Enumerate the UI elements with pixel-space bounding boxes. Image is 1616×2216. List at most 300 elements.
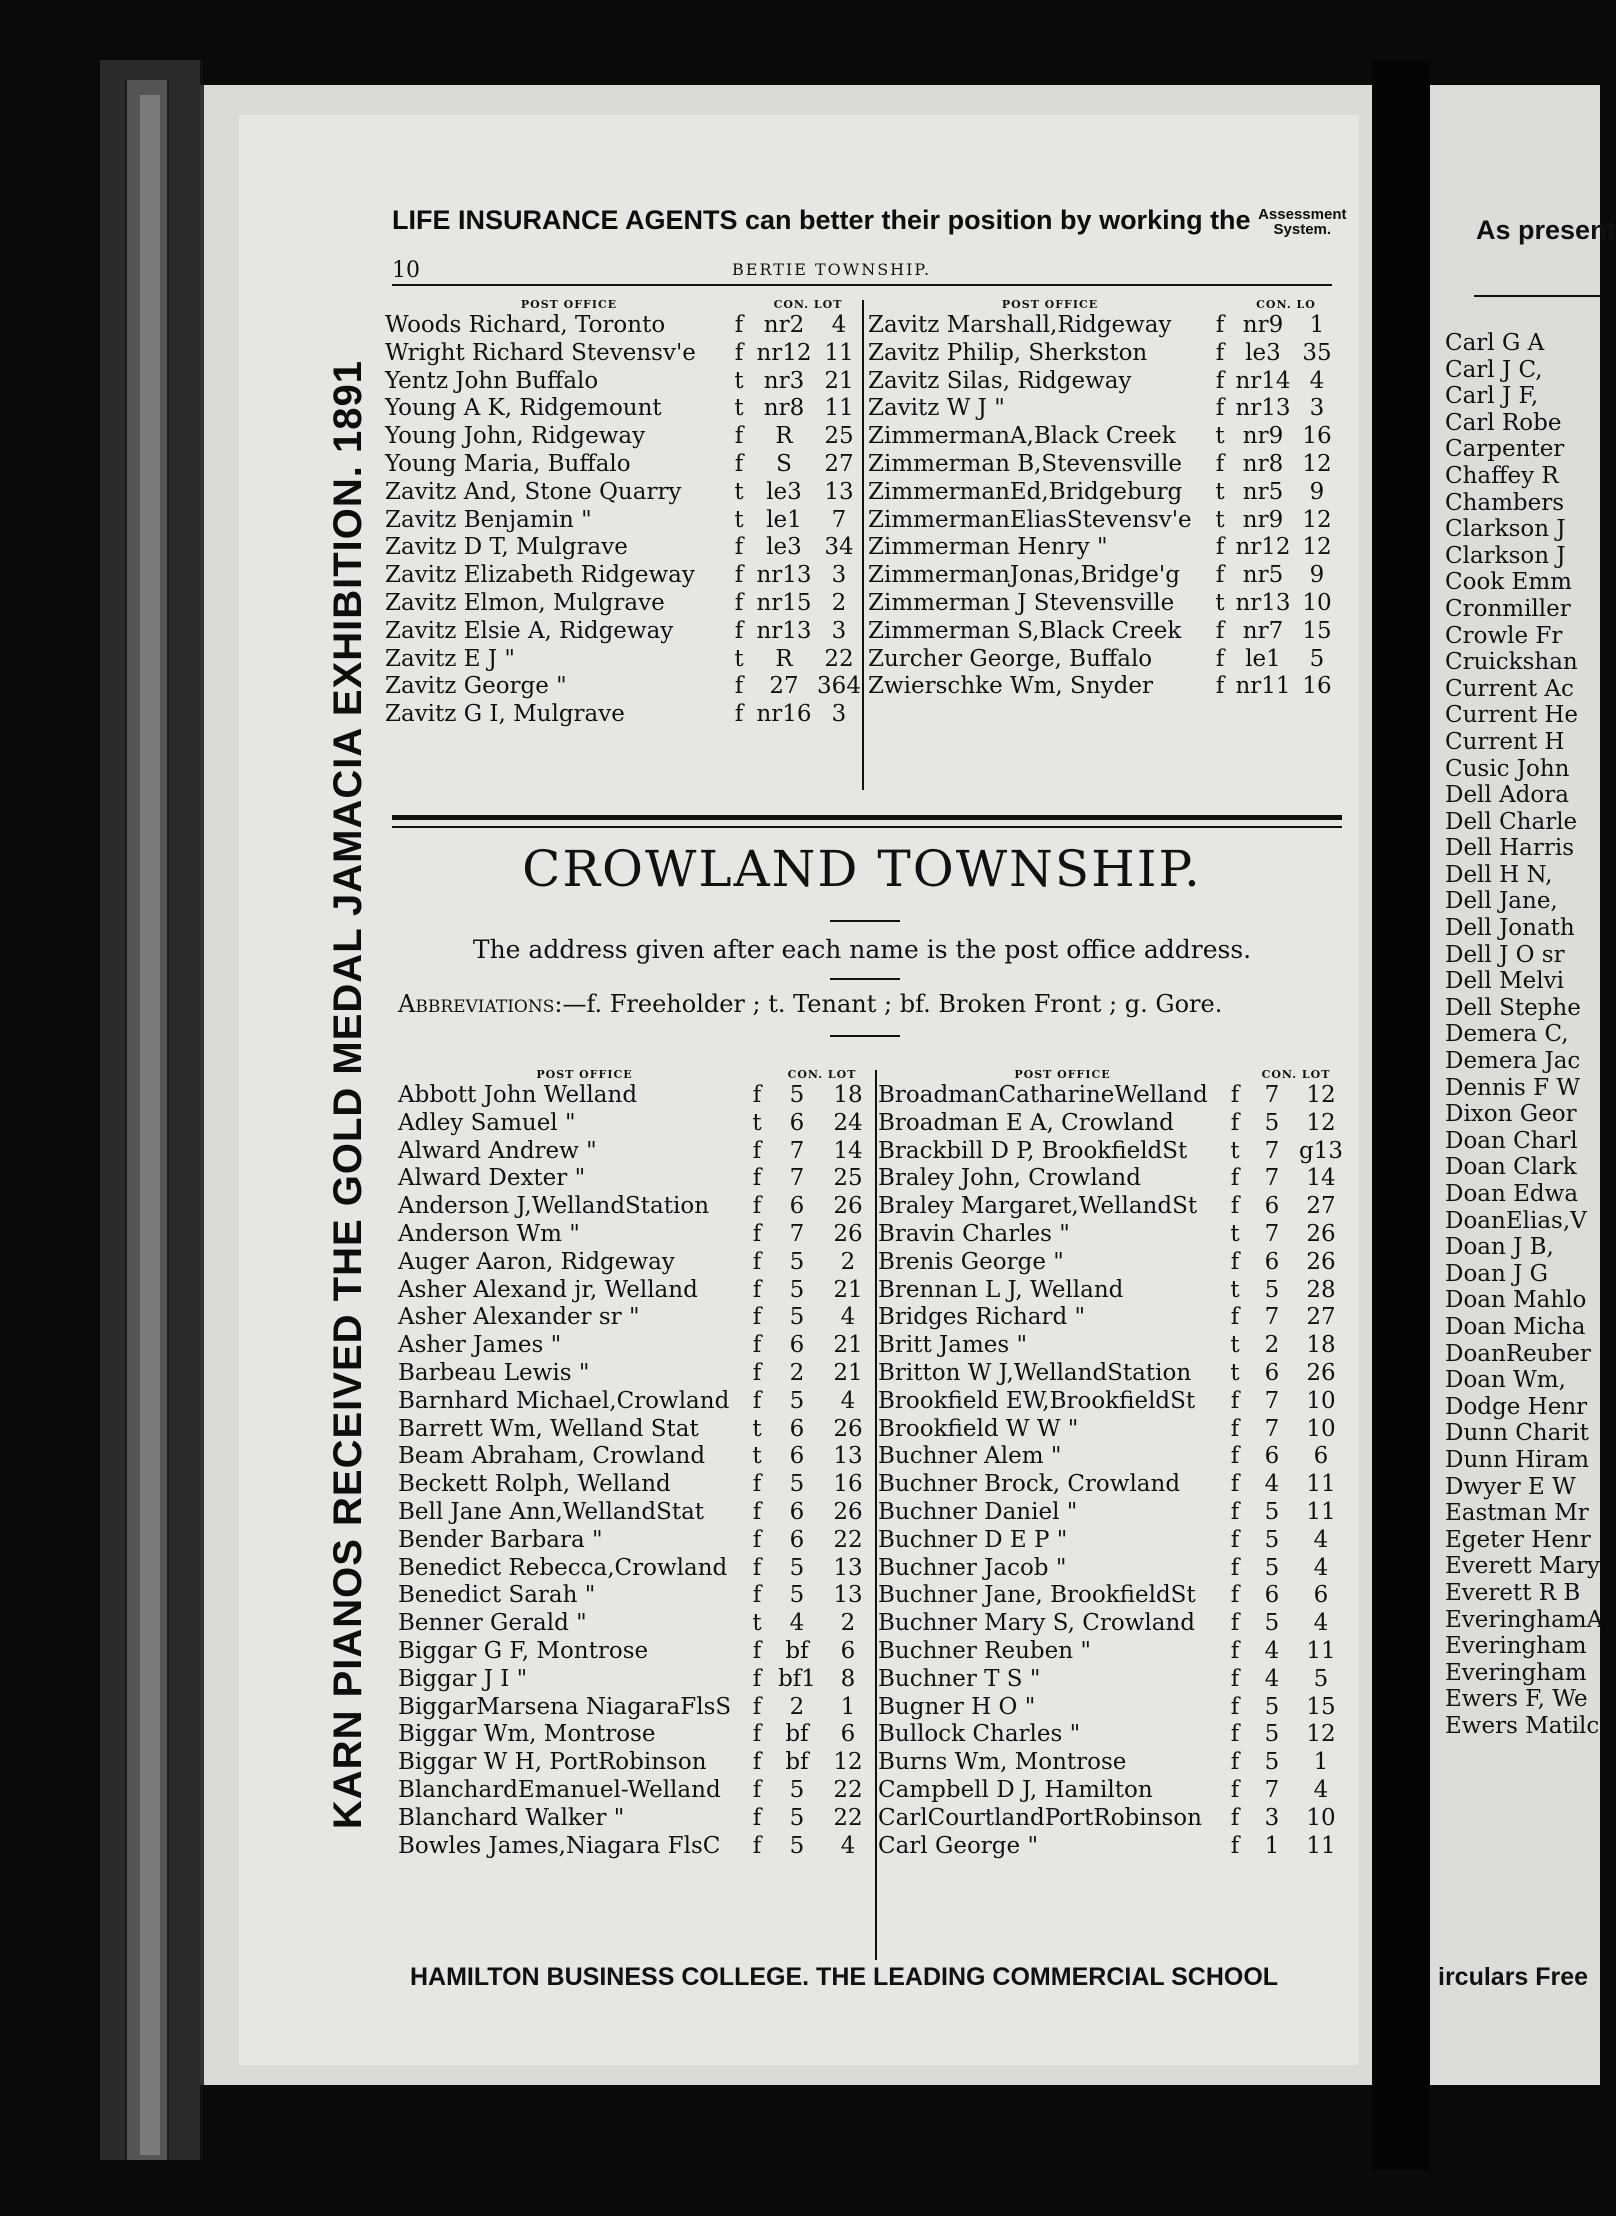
entry-concession: 2 [789, 1693, 805, 1720]
right-page-entry: Doan J B, [1445, 1234, 1554, 1261]
entry-tenure: f [752, 1637, 762, 1664]
bertie-left-column [385, 298, 865, 729]
entry-tenure: f [1215, 673, 1225, 700]
entry-tenure: f [1230, 1443, 1240, 1470]
entry-concession: nr13 [1235, 395, 1291, 422]
entry-name: Adley Samuel " [398, 1109, 576, 1136]
right-page-entry: Demera C, [1445, 1021, 1569, 1048]
entry-lot: 22 [824, 645, 854, 672]
entry-name: Young John, Ridgeway [385, 423, 646, 450]
con-lot-header: CON. LOT [773, 298, 843, 311]
entry-concession: nr5 [1242, 562, 1284, 589]
entry-tenure: f [1230, 1665, 1240, 1692]
entry-lot: 21 [833, 1332, 863, 1359]
right-page-header: As present [1476, 215, 1616, 245]
entry-name: Zavitz Elizabeth Ridgeway [385, 562, 695, 589]
entry-name: Zavitz D T, Mulgrave [385, 534, 628, 561]
entry-name: Brackbill D P, BrookfieldSt [878, 1137, 1188, 1164]
right-page-entry: Dell J O sr [1445, 941, 1565, 968]
entry-name: ZimmermanEliasStevensv'e [868, 506, 1192, 533]
entry-name: Zavitz George " [385, 673, 567, 700]
entry-lot: 4 [1313, 1610, 1329, 1637]
entry-concession: nr13 [756, 562, 812, 589]
entry-concession: 5 [789, 1248, 805, 1275]
page-title: BERTIE TOWNSHIP. [732, 260, 932, 279]
entry-concession: 7 [1264, 1082, 1280, 1108]
entry-name: Zavitz W J " [868, 395, 1005, 422]
entry-concession: 6 [1264, 1582, 1280, 1609]
entry-tenure: f [1215, 339, 1225, 366]
entry-name: Bell Jane Ann,WellandStat [398, 1498, 705, 1525]
entry-concession: 5 [789, 1776, 805, 1803]
entry-name: Bravin Charles " [878, 1220, 1070, 1247]
entry-lot: 13 [833, 1443, 863, 1470]
entry-tenure: t [752, 1415, 762, 1442]
right-page-entry: Crowle Fr [1445, 622, 1563, 649]
entry-lot: 16 [1302, 423, 1332, 450]
crowland-right-column [878, 1068, 1348, 1860]
entry-lot: 11 [824, 395, 854, 422]
entry-tenure: t [1215, 478, 1225, 505]
post-office-header: POST OFFICE [536, 1068, 633, 1081]
right-page-entry: Everett R B [1445, 1579, 1581, 1606]
right-page-entry: Dunn Charit [1445, 1420, 1589, 1447]
right-page-name-list [1445, 330, 1603, 1739]
entry-lot: 10 [1306, 1387, 1336, 1414]
directory-entry [868, 395, 1343, 423]
entry-concession: 6 [789, 1498, 805, 1525]
abbreviations-line [398, 990, 1338, 1018]
right-page-entry: Carl Robe [1445, 409, 1562, 436]
entry-concession: bf [785, 1637, 809, 1664]
entry-name: BroadmanCatharineWelland [878, 1082, 1208, 1108]
right-page-entry: Dell Adora [1445, 782, 1569, 809]
entry-concession: 4 [1264, 1637, 1280, 1664]
book-spine-highlight [140, 95, 160, 2155]
entry-lot: 4 [840, 1387, 856, 1414]
directory-entry [868, 479, 1343, 507]
entry-concession: nr7 [1242, 617, 1284, 644]
page-header [392, 256, 1332, 286]
top-advert-small [1258, 207, 1346, 237]
entry-concession: 7 [1264, 1304, 1280, 1331]
directory-entry [878, 1694, 1348, 1722]
entry-name: Zavitz E J " [385, 645, 515, 672]
entry-concession: 7 [1264, 1220, 1280, 1247]
entry-tenure: f [1230, 1554, 1240, 1581]
directory-entry [878, 1360, 1348, 1388]
entry-name: Braley Margaret,WellandSt [878, 1193, 1198, 1220]
directory-entry [878, 1610, 1348, 1638]
entry-name: Biggar J I " [398, 1665, 528, 1692]
directory-entry [398, 1805, 878, 1833]
directory-entry [398, 1165, 878, 1193]
column-header [878, 1068, 1348, 1082]
directory-entry [878, 1388, 1348, 1416]
directory-entry [385, 618, 865, 646]
bertie-right-column [868, 298, 1343, 701]
entry-concession: nr15 [756, 589, 812, 616]
directory-entry [868, 340, 1343, 368]
entry-concession: 5 [789, 1276, 805, 1303]
entry-name: Zavitz Elsie A, Ridgeway [385, 617, 674, 644]
directory-entry [398, 1082, 878, 1110]
entry-concession: 5 [789, 1082, 805, 1108]
right-page-entry: Dunn Hiram [1445, 1446, 1590, 1473]
right-page-entry: Current He [1445, 702, 1579, 729]
directory-entry [398, 1499, 878, 1527]
entry-name: Young Maria, Buffalo [385, 450, 631, 477]
entry-name: Yentz John Buffalo [385, 367, 599, 394]
directory-entry [868, 423, 1343, 451]
right-page-entry: Doan J G [1445, 1260, 1549, 1287]
entry-lot: 26 [1306, 1359, 1336, 1386]
directory-entry [878, 1277, 1348, 1305]
column-header [868, 298, 1343, 312]
entry-lot: 3 [831, 617, 847, 644]
entry-lot: 16 [1302, 673, 1332, 700]
entry-lot: 4 [1313, 1554, 1329, 1581]
right-page-entry: Chambers [1445, 489, 1565, 516]
entry-lot: 1 [840, 1693, 856, 1720]
entry-lot: 4 [1313, 1776, 1329, 1803]
entry-concession: R [775, 423, 793, 450]
entry-name: Bender Barbara " [398, 1526, 603, 1553]
entry-concession: nr13 [1235, 589, 1291, 616]
entry-lot: 1 [1313, 1749, 1329, 1776]
directory-entry [385, 312, 865, 340]
entry-concession: 27 [769, 673, 799, 700]
entry-concession: 5 [1264, 1276, 1280, 1303]
directory-entry [398, 1360, 878, 1388]
entry-concession: nr12 [1235, 534, 1291, 561]
entry-concession: 5 [789, 1582, 805, 1609]
entry-lot: 22 [833, 1804, 863, 1831]
entry-tenure: f [1230, 1387, 1240, 1414]
entry-concession: 5 [789, 1554, 805, 1581]
entry-tenure: f [752, 1276, 762, 1303]
entry-lot: 27 [1306, 1193, 1336, 1220]
entry-lot: 8 [840, 1665, 856, 1692]
entry-tenure: t [1230, 1137, 1240, 1164]
directory-entry [878, 1138, 1348, 1166]
directory-entry [878, 1638, 1348, 1666]
entry-name: Brennan L J, Welland [878, 1276, 1124, 1303]
entry-tenure: f [752, 1554, 762, 1581]
entry-name: Anderson J,WellandStation [398, 1193, 710, 1220]
entry-concession: 6 [789, 1443, 805, 1470]
entry-concession: nr8 [1242, 450, 1284, 477]
entry-name: Benner Gerald " [398, 1610, 587, 1637]
entry-concession: nr9 [1242, 312, 1284, 338]
entry-name: BlanchardEmanuel-Welland [398, 1776, 721, 1803]
directory-entry [878, 1721, 1348, 1749]
entry-concession: S [776, 450, 792, 477]
directory-entry [398, 1471, 878, 1499]
crowland-column-rule [875, 1070, 877, 1960]
entry-lot: 3 [831, 562, 847, 589]
directory-entry [878, 1165, 1348, 1193]
entry-tenure: f [752, 1137, 762, 1164]
entry-name: Zimmerman B,Stevensville [868, 450, 1182, 477]
entry-name: Brookfield EW,BrookfieldSt [878, 1387, 1196, 1414]
entry-name: Burns Wm, Montrose [878, 1749, 1127, 1776]
entry-name: Alward Andrew " [398, 1137, 597, 1164]
entry-lot: 7 [831, 506, 847, 533]
right-page-entry: Dixon Geor [1445, 1101, 1577, 1128]
entry-name: Campbell D J, Hamilton [878, 1776, 1153, 1803]
entry-name: Wright Richard Stevensv'e [385, 339, 696, 366]
entry-name: Buchner Jacob " [878, 1554, 1067, 1581]
entry-tenure: t [752, 1610, 762, 1637]
entry-name: Bridges Richard " [878, 1304, 1086, 1331]
entry-lot: 12 [1302, 450, 1332, 477]
entry-lot: 16 [833, 1471, 863, 1498]
directory-entry [398, 1332, 878, 1360]
entry-lot: 13 [824, 478, 854, 505]
directory-entry [868, 507, 1343, 535]
right-page-entry: Doan Charl [1445, 1127, 1578, 1154]
entry-lot: 28 [1306, 1276, 1336, 1303]
entry-name: BiggarMarsena NiagaraFlsS [398, 1693, 732, 1720]
entry-tenure: f [734, 450, 744, 477]
entry-tenure: f [752, 1165, 762, 1192]
directory-entry [385, 479, 865, 507]
directory-entry [398, 1555, 878, 1583]
entry-name: Asher Alexand jr, Welland [398, 1276, 698, 1303]
entry-name: Anderson Wm " [398, 1220, 580, 1247]
entry-tenure: f [1230, 1498, 1240, 1525]
entry-name: Brenis George " [878, 1248, 1064, 1275]
entry-name: Beam Abraham, Crowland [398, 1443, 706, 1470]
entry-name: Broadman E A, Crowland [878, 1109, 1174, 1136]
right-page-entry: Doan Mahlo [1445, 1287, 1587, 1314]
entry-tenure: f [1230, 1749, 1240, 1776]
entry-name: CarlCourtlandPortRobinson [878, 1804, 1202, 1831]
directory-entry [398, 1110, 878, 1138]
entry-concession: 6 [1264, 1359, 1280, 1386]
directory-entry [878, 1805, 1348, 1833]
entry-tenure: f [752, 1721, 762, 1748]
entry-tenure: f [1230, 1610, 1240, 1637]
subtitle-underline [830, 978, 900, 980]
entry-concession: nr9 [1242, 423, 1284, 450]
entry-concession: nr12 [756, 339, 812, 366]
entry-concession: 7 [789, 1137, 805, 1164]
entry-tenure: f [1215, 450, 1225, 477]
entry-concession: nr14 [1235, 367, 1291, 394]
entry-name: Zavitz Elmon, Mulgrave [385, 589, 665, 616]
entry-concession: 7 [789, 1165, 805, 1192]
entry-lot: 15 [1306, 1693, 1336, 1720]
bertie-column-rule [862, 300, 864, 790]
entry-tenure: f [734, 673, 744, 700]
entry-tenure: f [1215, 534, 1225, 561]
directory-entry [398, 1582, 878, 1610]
entry-tenure: f [752, 1498, 762, 1525]
directory-entry [878, 1749, 1348, 1777]
entry-lot: 12 [1302, 534, 1332, 561]
right-page-entry: Current Ac [1445, 675, 1574, 702]
right-page-entry: Dennis F W [1445, 1074, 1581, 1101]
entry-name: Asher James " [398, 1332, 562, 1359]
entry-lot: 3 [1309, 395, 1325, 422]
entry-concession: 2 [789, 1359, 805, 1386]
right-page-entry: Cruickshan [1445, 649, 1578, 676]
entry-tenure: t [734, 478, 744, 505]
entry-tenure: f [734, 562, 744, 589]
entry-concession: 5 [1264, 1109, 1280, 1136]
entry-concession: nr16 [756, 701, 812, 728]
entry-lot: 11 [1306, 1471, 1336, 1498]
abbreviations-underline [830, 1035, 900, 1037]
entry-tenure: f [1230, 1693, 1240, 1720]
entry-concession: bf1 [778, 1665, 816, 1692]
entry-name: Benedict Sarah " [398, 1582, 596, 1609]
entry-tenure: f [1215, 645, 1225, 672]
directory-entry [398, 1388, 878, 1416]
entry-lot: 1 [1309, 312, 1325, 338]
directory-entry [398, 1527, 878, 1555]
right-page-entry: Dell Jonath [1445, 915, 1575, 942]
entry-tenure: t [734, 395, 744, 422]
entry-name: Buchner Jane, BrookfieldSt [878, 1582, 1196, 1609]
entry-concession: 6 [1264, 1248, 1280, 1275]
entry-concession: le3 [1245, 339, 1281, 366]
entry-lot: 4 [840, 1832, 856, 1859]
con-lot-header: CON. LO [1256, 298, 1316, 311]
directory-entry [398, 1694, 878, 1722]
entry-lot: 18 [833, 1082, 863, 1108]
directory-entry [878, 1777, 1348, 1805]
entry-tenure: t [752, 1443, 762, 1470]
entry-tenure: f [1230, 1165, 1240, 1192]
directory-entry [878, 1332, 1348, 1360]
entry-concession: 5 [789, 1471, 805, 1498]
entry-lot: 4 [1309, 367, 1325, 394]
entry-lot: 2 [831, 589, 847, 616]
directory-entry [878, 1833, 1348, 1861]
directory-entry [868, 534, 1343, 562]
right-page-entry: Dell Melvi [1445, 968, 1564, 995]
right-page-entry: Carl G A [1445, 330, 1545, 356]
entry-lot: 13 [833, 1582, 863, 1609]
directory-entry [398, 1721, 878, 1749]
post-office-header: POST OFFICE [520, 298, 618, 311]
entry-tenure: f [1230, 1415, 1240, 1442]
con-lot-header: CON. LOT [787, 1068, 857, 1081]
directory-entry [385, 423, 865, 451]
entry-tenure: f [1230, 1248, 1240, 1275]
abbreviations-text: —f. Freeholder ; t. Tenant ; bf. Broken Front ; g. Gore. [562, 990, 1223, 1018]
directory-entry [398, 1443, 878, 1471]
entry-lot: 5 [1313, 1665, 1329, 1692]
entry-lot: 9 [1309, 478, 1325, 505]
entry-lot: 2 [840, 1248, 856, 1275]
entry-tenure: f [752, 1471, 762, 1498]
entry-lot: 4 [840, 1304, 856, 1331]
directory-entry [398, 1610, 878, 1638]
directory-entry [385, 562, 865, 590]
directory-entry [868, 673, 1343, 701]
entry-tenure: f [752, 1387, 762, 1414]
right-page-footer: irculars Free [1438, 1963, 1589, 1991]
right-page-entry: DoanElias,V [1445, 1207, 1587, 1234]
right-page-entry: Dell H N, [1445, 861, 1553, 888]
entry-name: Beckett Rolph, Welland [398, 1471, 671, 1498]
right-page-entry: DoanReuber [1445, 1340, 1591, 1367]
entry-tenure: t [734, 367, 744, 394]
entry-concession: nr8 [763, 395, 805, 422]
directory-entry [868, 590, 1343, 618]
directory-entry [398, 1249, 878, 1277]
entry-concession: nr9 [1242, 506, 1284, 533]
entry-name: Barnhard Michael,Crowland [398, 1387, 730, 1414]
right-page-entry: Dell Charle [1445, 808, 1578, 835]
entry-name: Braley John, Crowland [878, 1165, 1141, 1192]
entry-lot: 26 [833, 1498, 863, 1525]
entry-concession: 7 [1264, 1776, 1280, 1803]
entry-name: Britt James " [878, 1332, 1028, 1359]
entry-lot: 21 [833, 1359, 863, 1386]
right-page-entry: Carl J C, [1445, 356, 1543, 383]
page-number: 10 [392, 258, 420, 283]
right-page-entry: Cronmiller [1445, 595, 1571, 622]
directory-entry [868, 312, 1343, 340]
right-page-entry: Carpenter [1445, 436, 1565, 463]
post-office-header: POST OFFICE [1014, 1068, 1111, 1081]
directory-entry [868, 562, 1343, 590]
entry-concession: nr2 [763, 312, 805, 338]
entry-name: Zimmerman J Stevensville [868, 589, 1175, 616]
right-page-entry: Current H [1445, 728, 1565, 755]
entry-lot: 11 [1306, 1637, 1336, 1664]
entry-name: Zimmerman S,Black Creek [868, 617, 1182, 644]
directory-entry [385, 451, 865, 479]
right-page-entry: Chaffey R [1445, 462, 1559, 489]
entry-tenure: f [734, 701, 744, 728]
entry-tenure: f [1215, 617, 1225, 644]
entry-concession: 5 [789, 1304, 805, 1331]
entry-lot: 12 [1306, 1721, 1336, 1748]
entry-concession: 3 [1264, 1804, 1280, 1831]
directory-entry [868, 368, 1343, 396]
entry-lot: 15 [1302, 617, 1332, 644]
entry-lot: 26 [1306, 1248, 1336, 1275]
right-page-entry: Clarkson J [1445, 516, 1566, 543]
entry-tenure: f [1230, 1776, 1240, 1803]
entry-tenure: f [1230, 1804, 1240, 1831]
entry-tenure: t [1230, 1220, 1240, 1247]
entry-concession: 1 [1264, 1832, 1280, 1859]
entry-lot: 4 [1313, 1526, 1329, 1553]
directory-entry [385, 340, 865, 368]
directory-entry [398, 1416, 878, 1444]
entry-concession: le1 [766, 506, 802, 533]
section-title: CROWLAND TOWNSHIP. [522, 840, 1202, 898]
entry-lot: 6 [1313, 1443, 1329, 1470]
entry-concession: 4 [1264, 1665, 1280, 1692]
entry-name: Zavitz G I, Mulgrave [385, 701, 625, 728]
entry-tenure: f [752, 1359, 762, 1386]
entry-lot: 26 [833, 1415, 863, 1442]
directory-entry [398, 1749, 878, 1777]
directory-entry [398, 1833, 878, 1861]
entry-tenure: t [1230, 1359, 1240, 1386]
entry-name: ZimmermanEd,Bridgeburg [868, 478, 1183, 505]
entry-name: Zavitz Silas, Ridgeway [868, 367, 1132, 394]
entry-tenure: f [752, 1193, 762, 1220]
